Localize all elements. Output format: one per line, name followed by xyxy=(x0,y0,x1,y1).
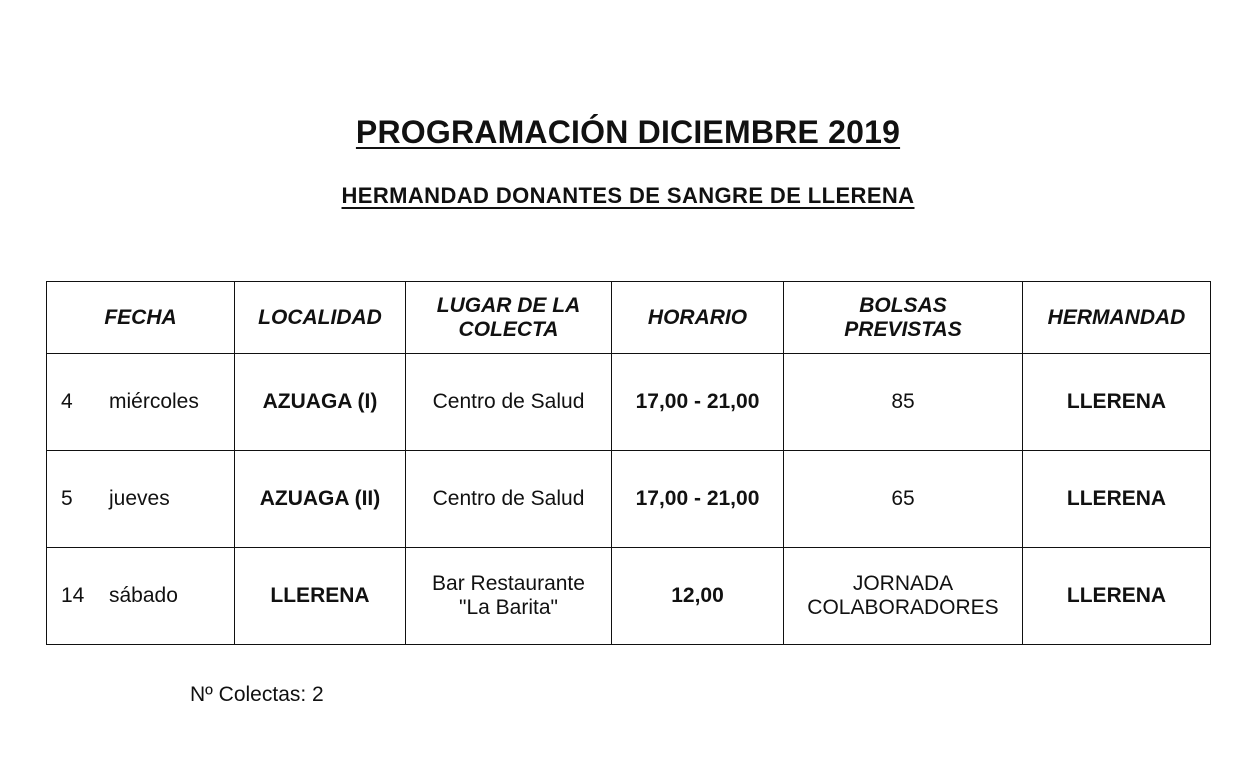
cell-hermandad: LLERENA xyxy=(1023,451,1211,548)
bolsas-line1: 65 xyxy=(891,487,915,510)
colectas-count: Nº Colectas: 2 xyxy=(190,683,324,706)
cell-horario: 17,00 - 21,00 xyxy=(612,354,784,451)
lugar-line1: Centro de Salud xyxy=(432,487,585,510)
cell-localidad: LLERENA xyxy=(235,548,406,645)
cell-horario: 17,00 - 21,00 xyxy=(612,451,784,548)
cell-bolsas xyxy=(784,548,1023,645)
day-number: 5 xyxy=(61,487,73,510)
document-subtitle: HERMANDAD DONANTES DE SANGRE DE LLERENA xyxy=(341,183,915,208)
lugar-line2: "La Barita" xyxy=(459,596,558,619)
cell-hermandad: LLERENA xyxy=(1023,354,1211,451)
header-bolsas xyxy=(784,282,1023,354)
weekday: miércoles xyxy=(109,390,199,413)
cell-bolsas xyxy=(784,451,1023,548)
header-lugar xyxy=(406,282,612,354)
cell-bolsas xyxy=(784,354,1023,451)
header-localidad: LOCALIDAD xyxy=(235,282,406,354)
cell-lugar xyxy=(406,451,612,548)
cell-fecha xyxy=(47,451,235,548)
cell-fecha xyxy=(47,548,235,645)
header-horario: HORARIO xyxy=(612,282,784,354)
cell-lugar xyxy=(406,548,612,645)
header-bolsas-line2: PREVISTAS xyxy=(844,317,962,341)
cell-localidad: AZUAGA (II) xyxy=(235,451,406,548)
table-row xyxy=(47,548,1211,645)
day-number: 14 xyxy=(61,584,85,607)
bolsas-line1: 85 xyxy=(891,390,915,413)
table-row xyxy=(47,451,1211,548)
table-header-row xyxy=(47,282,1211,354)
bolsas-line2: COLABORADORES xyxy=(807,596,999,619)
table-row xyxy=(47,354,1211,451)
lugar-line1: Bar Restaurante xyxy=(432,572,585,595)
day-number: 4 xyxy=(61,390,73,413)
cell-hermandad: LLERENA xyxy=(1023,548,1211,645)
header-hermandad: HERMANDAD xyxy=(1023,282,1211,354)
cell-horario: 12,00 xyxy=(612,548,784,645)
weekday: jueves xyxy=(109,487,170,510)
lugar-line1: Centro de Salud xyxy=(432,390,585,413)
cell-localidad: AZUAGA (I) xyxy=(235,354,406,451)
header-lugar-line1: LUGAR DE LA xyxy=(436,293,581,317)
cell-fecha xyxy=(47,354,235,451)
cell-lugar xyxy=(406,354,612,451)
document-title: PROGRAMACIÓN DICIEMBRE 2019 xyxy=(355,114,901,150)
schedule-table xyxy=(46,281,1211,645)
header-fecha: FECHA xyxy=(47,282,235,354)
bolsas-line1: JORNADA xyxy=(852,572,954,595)
header-bolsas-line1: BOLSAS xyxy=(859,293,947,317)
header-lugar-line2: COLECTA xyxy=(458,317,559,341)
weekday: sábado xyxy=(109,584,178,607)
